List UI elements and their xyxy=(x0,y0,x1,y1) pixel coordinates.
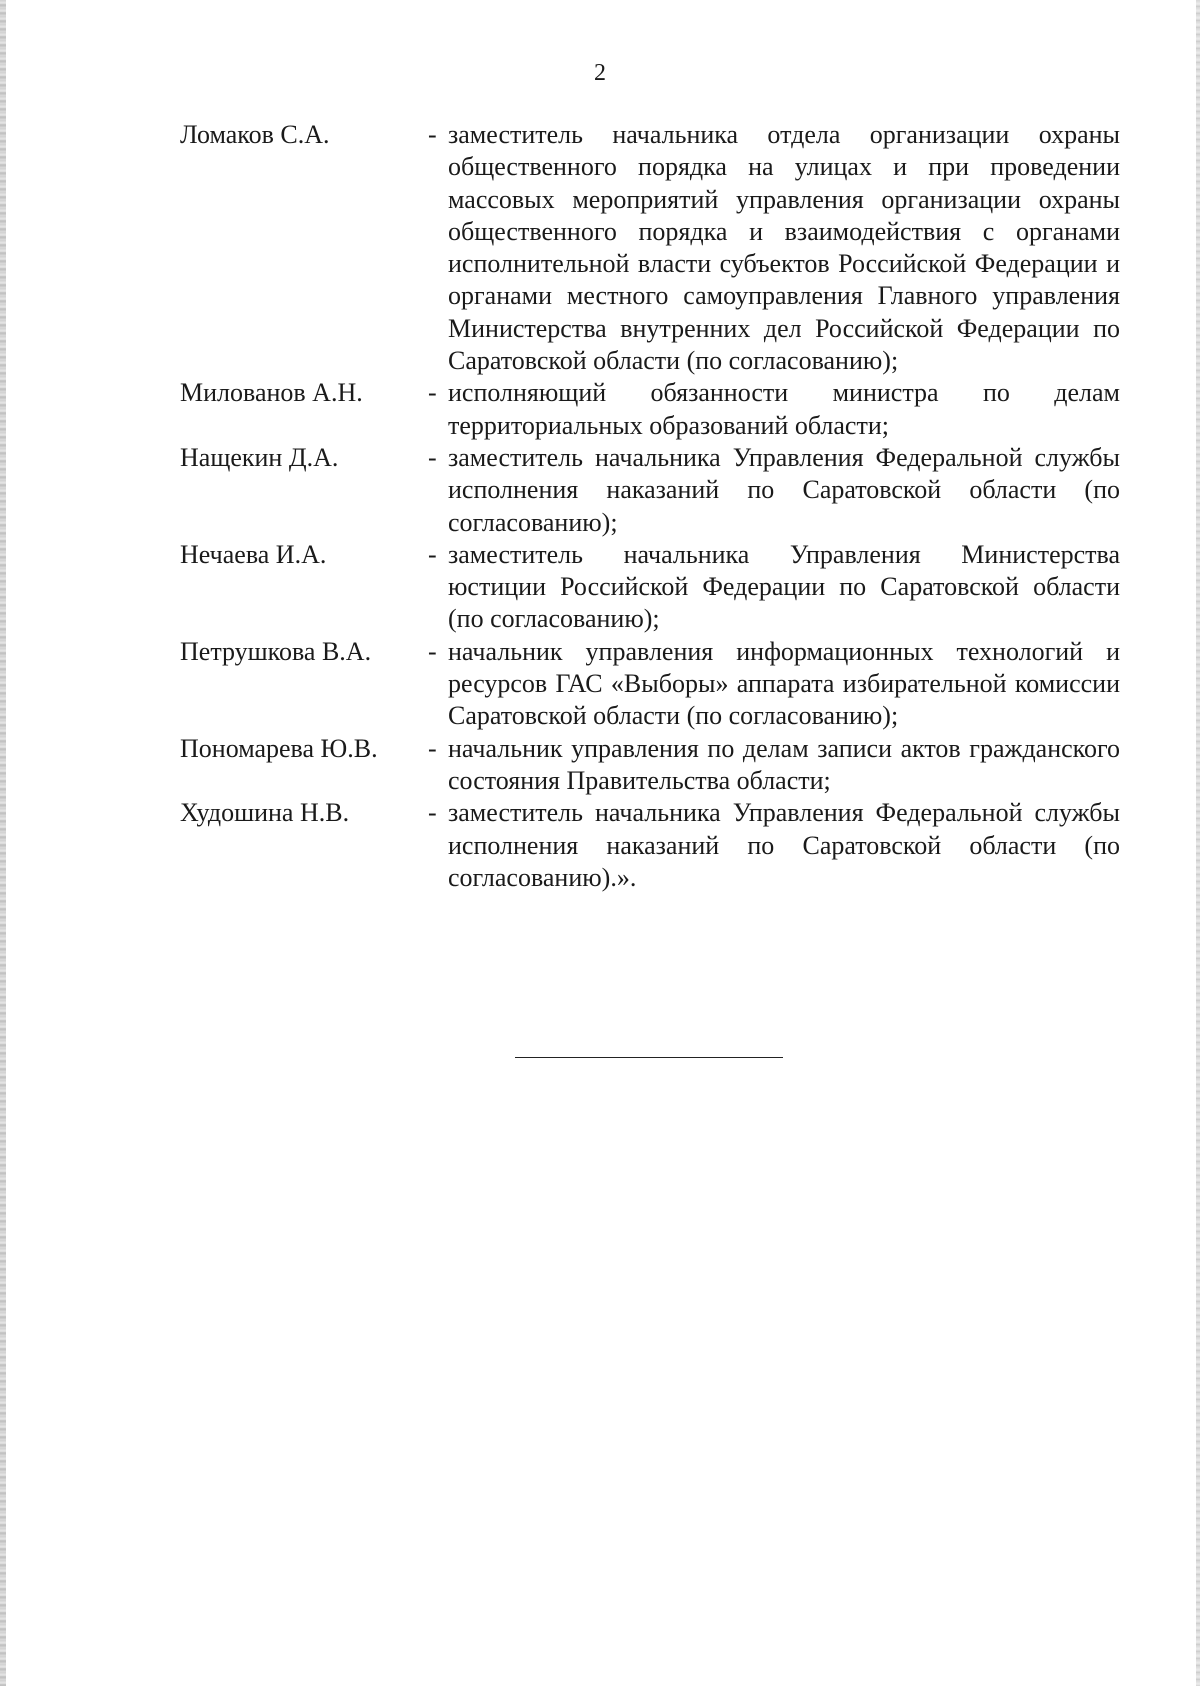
closing-rule-divider xyxy=(515,1057,783,1058)
member-position: заместитель начальника отдела организации охраны общественного порядка на улицах и при проведении массовых мероприятий управления организации охраны общественного порядка и взаимодействия с органами исполнительной власти субъектов Российской Федерации и органами местного самоуправления Главного управления Министерства внутренних дел Российской Федерации по Саратовской области (по согласованию); xyxy=(448,120,1120,376)
member-entry xyxy=(180,539,1120,636)
entry-dash: - xyxy=(428,120,437,149)
entry-dash: - xyxy=(428,442,437,472)
entry-dash: - xyxy=(428,378,437,408)
member-position: исполняющий обязанности министра по делам территориальных образований области; xyxy=(448,378,1120,440)
member-entry xyxy=(180,636,1120,733)
entry-dash: - xyxy=(428,636,437,666)
member-list xyxy=(180,119,1120,894)
member-name: Петрушкова В.А. xyxy=(180,636,372,666)
member-entry xyxy=(180,119,1120,377)
member-position: заместитель начальника Управления Федеральной службы исполнения наказаний по Саратовской области (по согласованию).». xyxy=(448,798,1120,892)
member-entry xyxy=(180,797,1120,894)
member-name: Нащекин Д.А. xyxy=(180,442,339,472)
page-number: 2 xyxy=(594,60,606,86)
member-position: заместитель начальника Управления Министерства юстиции Российской Федерации по Саратовской области (по согласованию); xyxy=(448,539,1120,634)
entry-dash: - xyxy=(428,539,437,569)
member-name: Ломаков С.А. xyxy=(180,120,330,149)
member-entry xyxy=(180,733,1120,798)
member-name: Пономарева Ю.В. xyxy=(180,733,378,763)
member-entry xyxy=(180,442,1120,539)
entry-dash: - xyxy=(428,733,437,763)
member-name: Нечаева И.А. xyxy=(180,539,327,569)
scan-edge-left xyxy=(0,0,6,1686)
member-name: Милованов А.Н. xyxy=(180,378,363,408)
member-position: начальник управления информационных технологий и ресурсов ГАС «Выборы» аппарата избирательной комиссии Саратовской области (по согласованию); xyxy=(448,636,1120,731)
member-name: Худошина Н.В. xyxy=(180,798,350,828)
member-position: начальник управления по делам записи актов гражданского состояния Правительства области; xyxy=(448,733,1120,795)
member-position: заместитель начальника Управления Федеральной службы исполнения наказаний по Саратовской области (по согласованию); xyxy=(448,442,1120,537)
entry-dash: - xyxy=(428,798,437,828)
member-entry xyxy=(180,377,1120,442)
scan-edge-right xyxy=(1196,0,1200,1686)
